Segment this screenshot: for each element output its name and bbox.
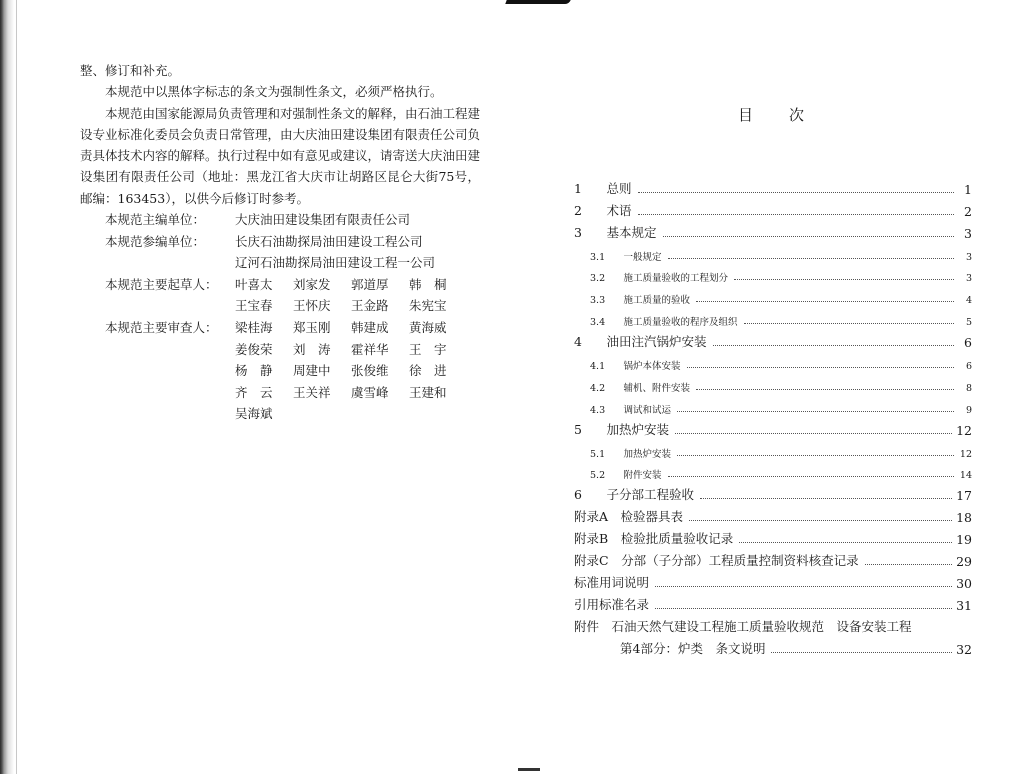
toc-entry-number: 3.1 <box>590 251 606 263</box>
toc-leader-dots <box>675 433 952 434</box>
drafter-name: 王怀庆 <box>293 298 331 314</box>
drafter-name: 王金路 <box>351 298 389 314</box>
toc-leader-dots <box>668 476 954 477</box>
toc-entry-text: 术语 <box>606 202 632 218</box>
toc-page-number: 18 <box>956 510 972 526</box>
toc-entry-number: 附件 <box>574 618 600 634</box>
toc-page-number: 29 <box>956 554 972 570</box>
toc-entry-text: 石油天然气建设工程施工质量验收规范 设备安装工程 <box>611 618 912 634</box>
toc-entry[interactable] <box>574 328 972 350</box>
reviewers-list <box>235 317 480 425</box>
toc-entry-text: 调试和试运 <box>623 404 672 416</box>
toc-entry-text: 施工质量的验收 <box>623 295 691 307</box>
page-edge-line <box>16 0 17 774</box>
toc-entry[interactable] <box>574 460 972 482</box>
toc-page-number: 6 <box>964 335 972 351</box>
toc-entry[interactable] <box>574 569 972 591</box>
toc-entry-text: 施工质量验收的程序及组织 <box>623 317 738 329</box>
toc-leader-dots <box>865 564 952 565</box>
toc-entry-text: 引用标准名录 <box>574 596 650 612</box>
toc-entry-text: 分部（子分部）工程质量控制资料核查记录 <box>621 553 859 569</box>
table-of-contents <box>574 175 972 657</box>
toc-entry-number: 4.1 <box>590 361 606 373</box>
toc-leader-dots <box>696 301 954 302</box>
toc-page-number: 30 <box>956 575 972 591</box>
reviewer-name: 王建和 <box>409 384 447 400</box>
toc-leader-dots <box>655 608 952 609</box>
toc-entry[interactable] <box>574 175 972 197</box>
reviewer-name: 韩建成 <box>351 320 389 336</box>
toc-entry-title <box>574 507 683 525</box>
toc-entry-number: 附录C <box>574 553 609 569</box>
toc-entry-title <box>574 551 859 569</box>
toc-entry[interactable] <box>574 635 972 657</box>
toc-entry-title <box>574 179 632 197</box>
toc-leader-dots <box>771 652 952 653</box>
toc-entry[interactable] <box>574 263 972 285</box>
toc-entry-title <box>574 332 707 350</box>
toc-entry[interactable] <box>574 416 972 438</box>
toc-entry-text: 加热炉安装 <box>606 421 670 437</box>
toc-entry[interactable] <box>574 613 972 635</box>
toc-page-number: 19 <box>956 532 972 548</box>
toc-page-number: 3 <box>965 273 972 285</box>
toc-entry[interactable] <box>574 284 972 306</box>
toc-entry-title <box>590 446 671 460</box>
reviewer-name: 周建中 <box>293 363 331 379</box>
toc-page-number: 2 <box>964 203 972 219</box>
co-editor-unit <box>80 231 480 253</box>
drafter-name: 刘家发 <box>293 276 331 292</box>
toc-entry[interactable] <box>574 372 972 394</box>
paragraph-1: 整、修订和补充。 <box>80 63 181 78</box>
toc-entry-number: 1 <box>574 180 582 196</box>
toc-leader-dots <box>689 520 952 521</box>
toc-leader-dots <box>713 345 954 346</box>
toc-entry-number: 3.2 <box>590 273 606 285</box>
reviewer-name: 齐 云 <box>235 384 273 400</box>
toc-entry-title <box>590 467 662 481</box>
toc-entry-title <box>590 380 690 394</box>
toc-entry[interactable] <box>574 350 972 372</box>
co-editor-unit-2 <box>80 252 480 274</box>
toc-title: 目次 <box>738 106 841 124</box>
drafters-list <box>235 274 480 317</box>
toc-entry-number: 5 <box>574 421 582 437</box>
reviewer-name: 虞雪峰 <box>351 384 389 400</box>
toc-entry-number: 4.2 <box>590 382 606 394</box>
toc-entry-text: 加热炉安装 <box>623 448 672 460</box>
toc-entry-text: 标准用词说明 <box>574 574 650 590</box>
toc-leader-dots <box>700 498 952 499</box>
toc-page-number: 9 <box>965 404 972 416</box>
paragraph-3: 本规范由国家能源局负责管理和对强制性条文的解释，由石油工程建设专业标准化委员会负责日常管理，由大庆油田建设集团有限责任公司负责具体技术内容的解释。执行过程中如有意见或建议，请寄送大庆油田建设集团有限责任公司（地址：黑龙江省大庆市让胡路区昆仑大街75号，邮编：163453），以供今后修订时参考。 <box>80 105 481 206</box>
toc-entry-text: 检验器具表 <box>620 509 684 525</box>
toc-entry[interactable] <box>574 394 972 416</box>
reviewer-name: 姜俊荣 <box>235 341 273 357</box>
toc-entry-text: 施工质量验收的工程划分 <box>623 273 729 285</box>
toc-page-number: 5 <box>965 317 972 329</box>
toc-page-number: 14 <box>959 470 972 482</box>
toc-entry-number: 4 <box>574 334 582 350</box>
toc-leader-dots <box>655 586 952 587</box>
toc-entry-title <box>590 358 681 372</box>
toc-leader-dots <box>734 279 954 280</box>
scan-artifact-top <box>505 0 570 4</box>
toc-page-number: 3 <box>964 225 972 241</box>
toc-leader-dots <box>638 214 954 215</box>
toc-entry-title <box>574 573 649 591</box>
toc-entry[interactable] <box>574 591 972 613</box>
toc-page-number: 6 <box>965 361 972 373</box>
toc-entry-number: 5.2 <box>590 470 606 482</box>
toc-page-number: 12 <box>959 448 972 460</box>
toc-entry-title <box>574 223 657 241</box>
chief-editor-unit <box>80 209 480 231</box>
toc-entry-title <box>590 402 671 416</box>
paragraph-2: 本规范中以黑体字标志的条文为强制性条文，必须严格执行。 <box>105 84 443 100</box>
toc-entry-text: 辅机、附件安装 <box>623 382 691 394</box>
toc-entry-number: 2 <box>574 202 582 218</box>
toc-entry[interactable] <box>574 481 972 503</box>
toc-page-number: 12 <box>956 422 972 438</box>
toc-entry-number: 4.3 <box>590 404 606 416</box>
toc-entry[interactable] <box>574 503 972 525</box>
toc-entry[interactable] <box>574 306 972 328</box>
reviewer-name: 吴海斌 <box>235 406 273 422</box>
toc-entry-text: 第4部分：炉类 条文说明 <box>620 640 766 656</box>
chief-editor-value: 大庆油田建设集团有限责任公司 <box>235 212 411 228</box>
co-editor-label: 本规范参编单位： <box>105 233 206 249</box>
toc-entry-title <box>620 639 765 657</box>
toc-entry[interactable] <box>574 197 972 219</box>
toc-entry-number: 3.4 <box>590 317 606 329</box>
reviewer-name: 王关祥 <box>293 384 331 400</box>
reviewer-name: 张俊维 <box>351 363 389 379</box>
reviewer-name: 刘 涛 <box>293 341 331 357</box>
reviewer-name: 杨 静 <box>235 363 273 379</box>
toc-entry-number: 附录B <box>574 531 609 547</box>
chief-editor-label: 本规范主编单位： <box>105 212 206 228</box>
book-spine-shadow <box>0 0 14 774</box>
toc-entry-text: 锅炉本体安装 <box>623 361 681 373</box>
toc-entry-text: 总则 <box>606 180 632 196</box>
toc-entry-title <box>590 292 690 306</box>
toc-leader-dots <box>663 236 954 237</box>
toc-entry-title <box>574 201 632 219</box>
reviewer-name: 郑玉刚 <box>293 320 331 336</box>
reviewer-name: 霍祥华 <box>351 341 389 357</box>
drafter-name: 朱宪宝 <box>409 298 447 314</box>
toc-entry-text: 油田注汽锅炉安装 <box>606 334 707 350</box>
toc-entry[interactable] <box>574 547 972 569</box>
toc-entry-text: 子分部工程验收 <box>606 487 695 503</box>
toc-entry-text: 一般规定 <box>623 251 662 263</box>
reviewer-name: 黄海威 <box>409 320 447 336</box>
drafter-name: 郭道厚 <box>351 276 389 292</box>
toc-page-number: 32 <box>956 641 972 657</box>
toc-entry-title <box>590 314 738 328</box>
toc-entry-title <box>574 595 649 613</box>
reviewer-name: 王 宇 <box>409 341 447 357</box>
co-editor-value-2: 辽河石油勘探局油田建设工程一公司 <box>235 255 436 271</box>
toc-leader-dots <box>668 258 954 259</box>
drafter-name: 叶喜太 <box>235 276 273 292</box>
scan-artifact-bottom <box>518 768 540 771</box>
toc-leader-dots <box>687 367 954 368</box>
toc-entry-title <box>574 529 733 547</box>
left-page <box>80 60 480 425</box>
toc-leader-dots <box>696 389 954 390</box>
toc-entry-text: 检验批质量验收记录 <box>620 531 734 547</box>
toc-entry-title <box>574 617 912 635</box>
toc-entry-number: 3.3 <box>590 295 606 307</box>
toc-entry[interactable] <box>574 241 972 263</box>
toc-entry-number: 5.1 <box>590 448 606 460</box>
toc-entry-text: 基本规定 <box>606 224 657 240</box>
toc-page-number: 17 <box>956 488 972 504</box>
toc-entry[interactable] <box>574 525 972 547</box>
reviewer-name: 梁桂海 <box>235 320 273 336</box>
toc-leader-dots <box>638 192 954 193</box>
toc-leader-dots <box>744 323 954 324</box>
drafter-name: 王宝春 <box>235 298 273 314</box>
toc-page-number: 3 <box>965 251 972 263</box>
toc-page-number: 4 <box>965 295 972 307</box>
drafters-label: 本规范主要起草人： <box>105 276 218 292</box>
toc-entry[interactable] <box>574 438 972 460</box>
toc-page-number: 1 <box>964 181 972 197</box>
toc-entry-title <box>574 485 694 503</box>
toc-page-number: 8 <box>965 382 972 394</box>
toc-entry-title <box>590 249 662 263</box>
toc-entry-title <box>574 420 669 438</box>
reviewers-label: 本规范主要审查人： <box>105 320 218 336</box>
co-editor-value-1: 长庆石油勘探局油田建设工程公司 <box>235 233 423 249</box>
toc-page-number: 31 <box>956 597 972 613</box>
toc-entry-title <box>590 270 728 284</box>
toc-entry-number: 6 <box>574 487 582 503</box>
toc-entry-text: 附件安装 <box>623 470 662 482</box>
toc-entry-number: 附录A <box>574 509 609 525</box>
toc-leader-dots <box>677 411 954 412</box>
reviewer-name: 徐 进 <box>409 363 447 379</box>
drafter-name: 韩 桐 <box>409 276 447 292</box>
toc-leader-dots <box>739 542 952 543</box>
toc-entry-number: 3 <box>574 224 582 240</box>
toc-leader-dots <box>677 455 954 456</box>
toc-entry[interactable] <box>574 219 972 241</box>
